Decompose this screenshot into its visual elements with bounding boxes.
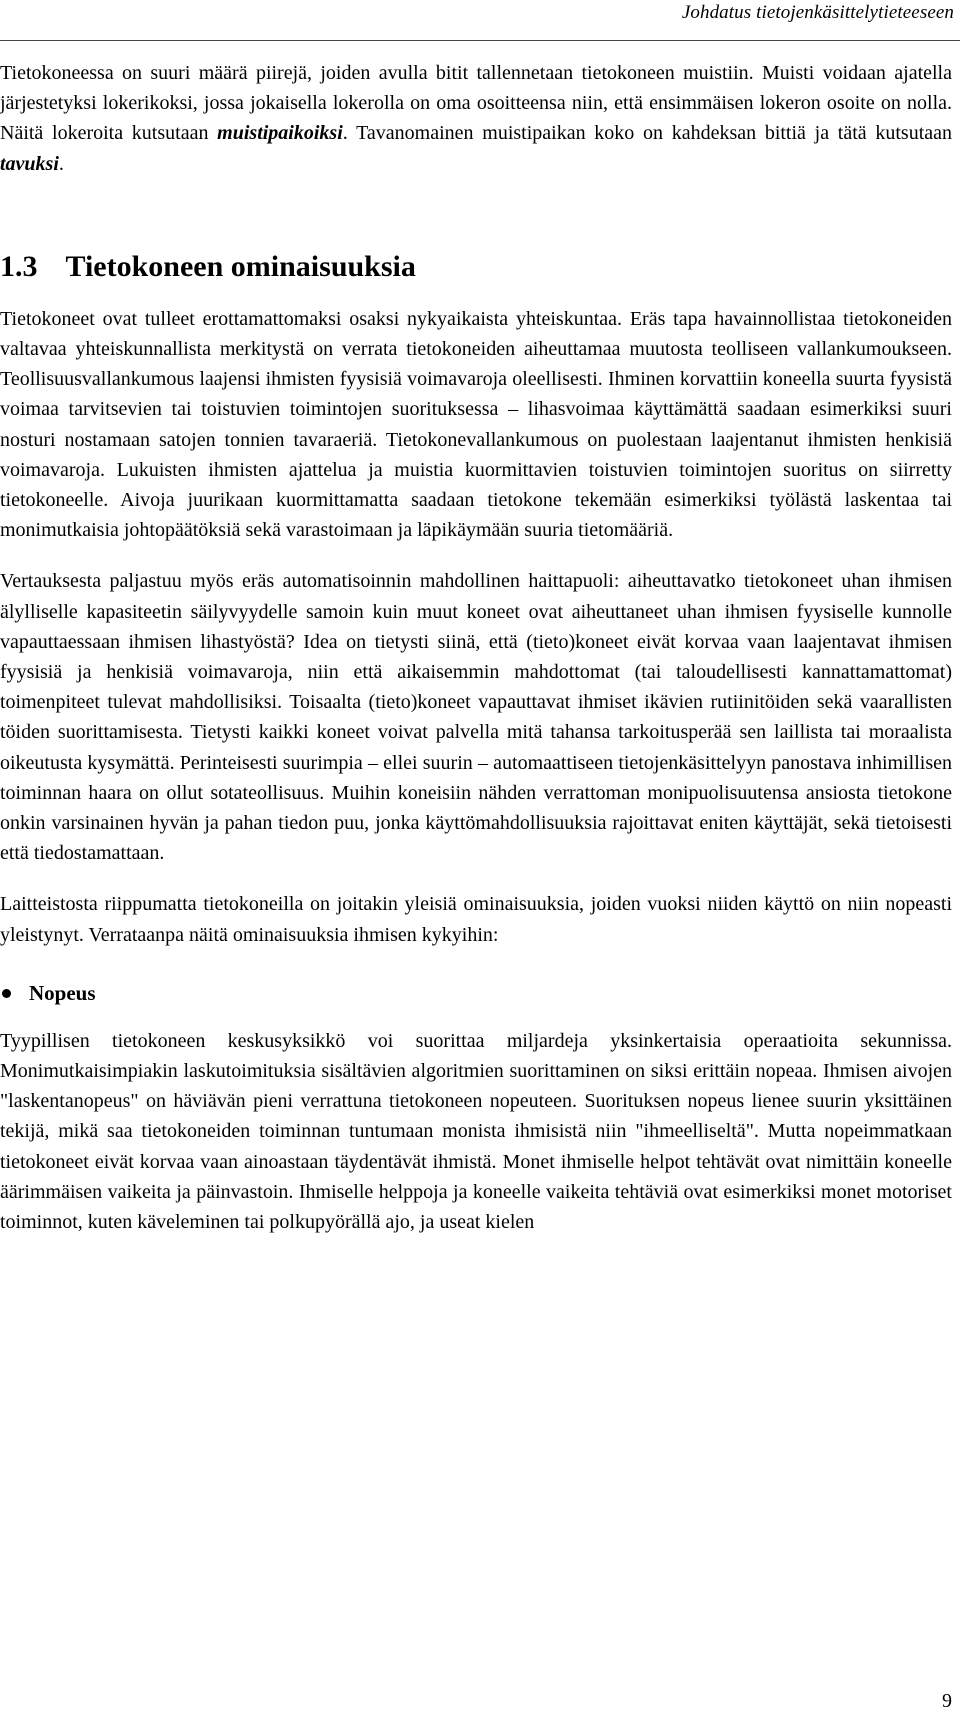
intro-text-1: Tietokoneessa on suuri määrä piirejä, joiden avulla bitit tallennetaan tietokoneen muistiin. Muisti voidaan ajatella järjestetyksi lokerikoksi, jossa jokaisella lokerolla on oma osoitteensa niin, että ensimmäisen lokeron osoite on nolla. Näitä lokeroita kutsutaan bbox=[0, 62, 952, 145]
body-paragraph-2: Vertauksesta paljastuu myös eräs automatisoinnin mahdollinen haittapuoli: aiheuttavatko tietokoneet uhan ihmisen älylliselle kapasiteetin säilyvyydelle samoin kuin muut koneet ovat aiheuttaneet uhan ihmisen fyysiselle kunnolle vapauttaessaan ihmisen lihastyöstä? Idea on tietysti siinä, että (tieto)koneet eivät korvaa vaan laajentavat ihmisen fyysisiä ja henkisiä voimavaroja, niin että aikaisemmin mahdottomat (tai taloudellisesti kannattamattomat) toimenpiteet tulevat mahdollisiksi. Toisaalta (tieto)koneet vapauttavat ihmiset ikävien rutiinitöiden sekä vaarallisten töiden suorittamisesta. Tietysti kaikki koneet voivat palvella mitä tahansa tarkoitusperää sen laillista tai moraalista oikeutusta kysymättä. Perinteisesti suurimpia – ellei suurin – automaattiseen tietojenkäsittelyyn panostava inhimillisen toiminnan haara on ollut sotateollisuus. Muihin koneisiin nähden verrattoman monipuolisuutensa ansiosta tietokone onkin varsinainen hyvän ja pahan tiedon puu, jonka käyttömahdollisuuksia rajoittavat eniten käyttäjät, sekä tietoisesti että tiedostamattaan. bbox=[0, 570, 952, 865]
page-number: 9 bbox=[942, 1690, 952, 1712]
term-muistipaikoiksi: muistipaikoiksi bbox=[217, 122, 343, 145]
page-body bbox=[0, 58, 952, 1237]
bullet-paragraph: Tyypillisen tietokoneen keskusyksikkö voi suorittaa miljardeja yksinkertaisia operaatioita sekunnissa. Monimutkaisimpiakin laskutoimituksia sisältävien algoritmien suorittaminen on siksi erittäin nopeaa. Ihmisen aivojen "laskentanopeus" on häviävän pieni verrattuna tietokoneen nopeuteen. Suorituksen nopeus lienee suurin yksittäinen tekijä, mikä saa tietokoneiden toiminnan tuntumaan monista ihmisistä niin "ihmeelliseltä". Mutta nopeimmatkaan tietokoneet eivät korvaa vaan ainoastaan täydentävät ihmistä. Monet ihmiselle helpot tehtävät ovat nimittäin koneelle äärimmäisen vaikeita ja päinvastoin. Ihmiselle helppoja ja koneelle vaikeita tehtäviä ovat esimerkiksi monet motoriset toiminnot, kuten käveleminen tai polkupyörällä ajo, ja useat kielen bbox=[0, 1029, 952, 1234]
intro-paragraph bbox=[0, 58, 952, 179]
intro-text-3: . bbox=[58, 152, 64, 175]
body-paragraph-3: Laitteistosta riippumatta tietokoneilla on joitakin yleisiä ominaisuuksia, joiden vuoksi niiden käyttö on niin nopeasti yleistynyt. Verrataanpa näitä ominaisuuksia ihmisen kykyihin: bbox=[0, 893, 952, 946]
bullet-item-nopeus bbox=[0, 976, 952, 1012]
body-paragraph-1: Tietokoneet ovat tulleet erottamattomaksi osaksi nykyaikaista yhteiskuntaa. Eräs tapa havainnollistaa tietokoneiden valtavaa yhteiskunnallista merkitystä on verrata tietokoneiden aiheuttamaa muutosta teolliseen vallankumoukseen. Teollisuusvallankumous laajensi ihmisten fyysisiä voimavaroja oleellisesti. Ihminen korvattiin koneella suurta fyysistä voimaa tarvitsevien tai toistuvien toimintojen suorituksessa – lihasvoimaa käyttämättä saadaan esimerkiksi suuri nosturi nostamaan satojen tonnien tavaraeriä. Tietokonevallankumous on puolestaan laajentanut ihmisten henkisiä voimavaroja. Lukuisten ihmisten ajattelua ja muistia kuormittavien toistuvien toimintojen suoritus on siirretty tietokoneelle. Aivoja juurikaan kuormittamatta saadaan tietokone tekemään esimerkiksi työlästä laskentaa tai monimutkaisia johtopäätöksiä sekä varastoimaan ja läpikäymään suuria tietomääriä. bbox=[0, 307, 952, 542]
bullet-icon bbox=[2, 989, 11, 998]
term-tavuksi: tavuksi bbox=[0, 152, 59, 175]
intro-text-2: . Tavanomainen muistipaikan koko on kahdeksan bittiä ja tätä kutsutaan bbox=[342, 122, 952, 145]
section-title: Tietokoneen ominaisuuksia bbox=[65, 249, 416, 283]
page-header bbox=[0, 0, 960, 41]
bullet-label: Nopeus bbox=[29, 981, 96, 1006]
section-number: 1.3 bbox=[0, 249, 38, 283]
section-heading bbox=[0, 247, 952, 287]
running-header-title: Johdatus tietojenkäsittelytieteeseen bbox=[681, 2, 954, 23]
